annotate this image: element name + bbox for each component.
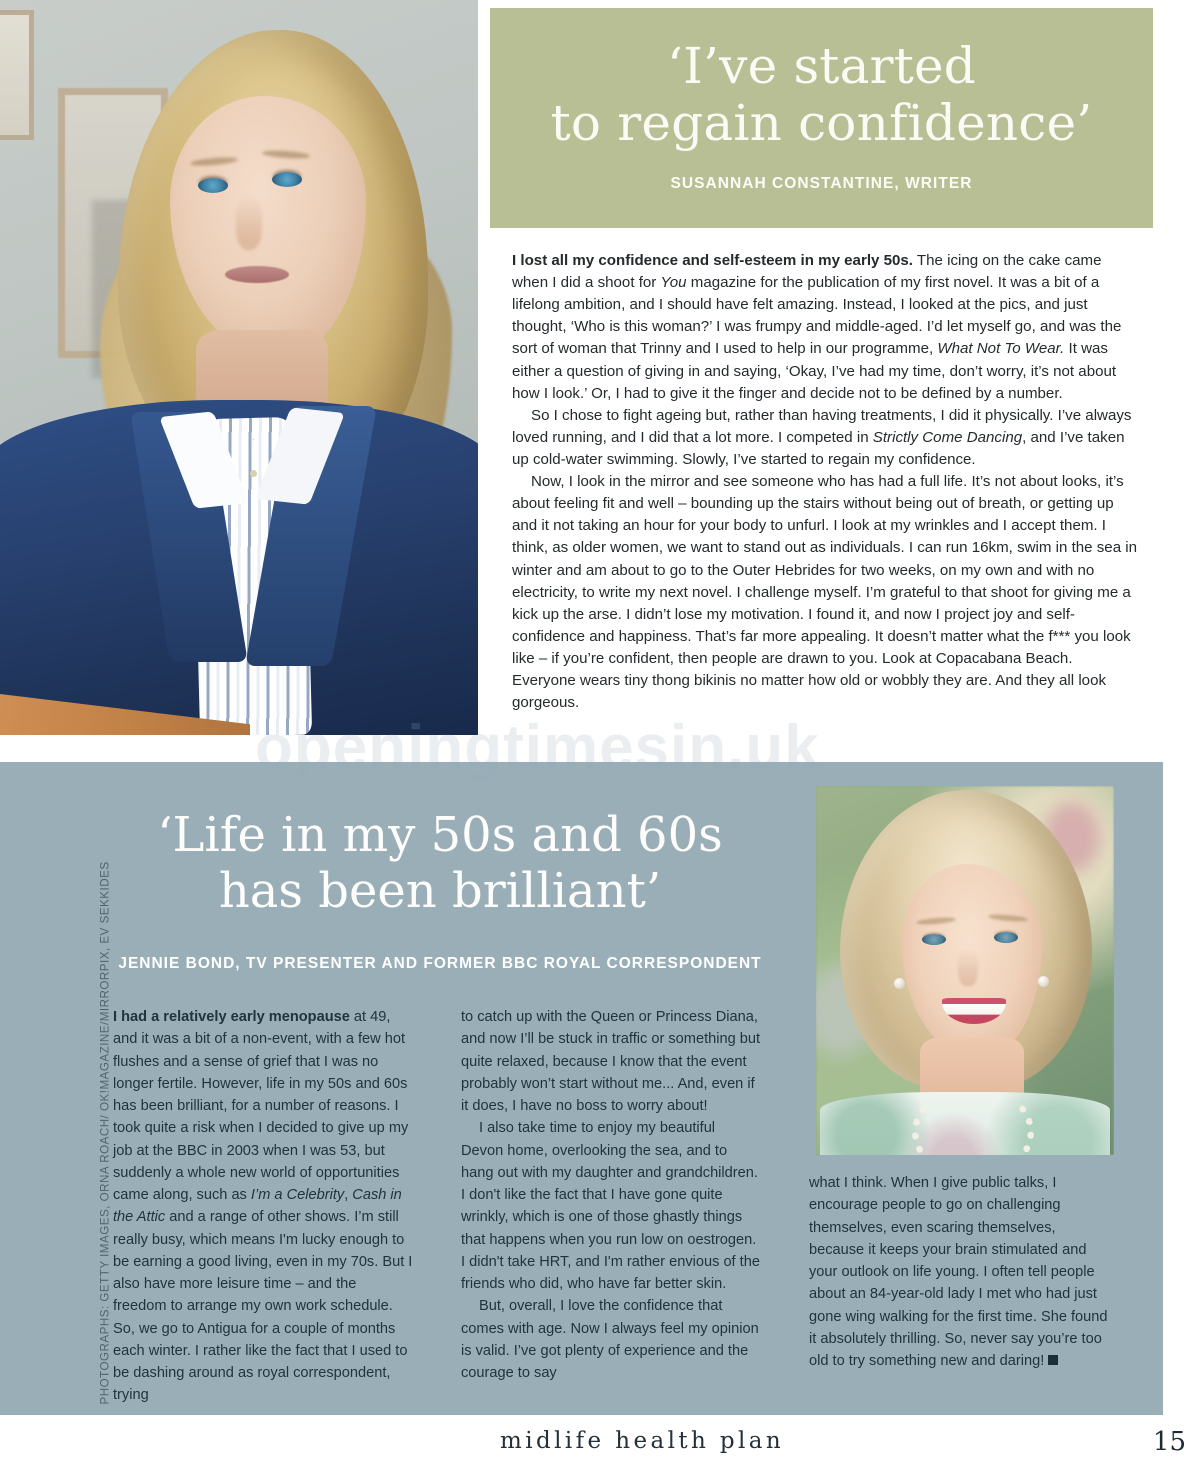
nose [236, 196, 262, 250]
article1-header-block [490, 8, 1153, 228]
article2-headline-line2: has been brilliant’ [218, 862, 662, 919]
article2-columns [113, 1006, 1145, 1406]
article1-paragraph-3: Now, I look in the mirror and see someone who has had a full life. It’s not about looks, it’s about feeling fit and well – bounding up the stairs without being out of breath, or getting up and it not taking an hour for your body to unfurl. I look at my wrinkles and I accept them. I think, as older women, we want to stand out as individuals. I can run 16km, swim in the sea in winter and am about to go to the Outer Hebrides for two weeks, on my own and with no electricity, to write my next novel. I challenge myself. I’m grateful to that shoot for giving me a kick up the arse. I didn’t lose my motivation. I found it, and now I project joy and self-confidence and happiness. That’s far more appealing. It doesn’t matter what the f*** you look like – if you’re confident, then people are drawn to you. Look at Copacabana Beach. Everyone wears tiny thong bikinis no matter how old or wobbly they are. And they all look gorgeous. [512, 473, 1138, 712]
article2-col3-paragraph-1: what I think. When I give public talks, I encourage people to go on challenging themselves, even scaring themselves, because it keeps your brain stimulated and your outlook on life young. I often tell people about an 84-year-old lady I met who had just gone wing walking for the first time. She found it absolutely thrilling. So, never say you’re too old to try something new and daring! [809, 1175, 1108, 1369]
necklace-pendant [250, 470, 257, 477]
article1-headline-line2: to regain confidence’ [550, 94, 1093, 152]
end-of-article-mark [1048, 1355, 1058, 1365]
article2-headline [60, 808, 820, 919]
article1-byline: SUSANNAH CONSTANTINE, WRITER [670, 175, 973, 192]
mouth [225, 266, 289, 283]
footer-page-number: 15 [1152, 1427, 1186, 1457]
eye-right [994, 932, 1018, 943]
article2-byline: JENNIE BOND, TV PRESENTER AND FORMER BBC ROYAL CORRESPONDENT [118, 955, 762, 972]
article2-column-2 [461, 1006, 761, 1384]
article2-col1-paragraph: I had a relatively early menopause at 49, and it was a bit of a non-event, with a few hot flushes and a sense of grief that I was no longer fertile. However, life in my 50s and 60s has been brilliant, for a number of reasons. I took quite a risk when I decided to give up my job at the BBC in 2003 when I was 53, but suddenly a whole new world of opportunities came along, such as I’m a Celebrity, Cash in the Attic and a range of other shows. I’m still really busy, which means I'm lucky enough to be earning a good living, even in my 70s. But I also have more leisure time – and the freedom to arrange my own work schedule. So, we go to Antigua for a couple of months each winter. I rather like the fact that I used to be dashing around as royal correspondent, trying [113, 1009, 413, 1404]
watermark: openingtimesin.uk [255, 713, 820, 782]
wall-picture-frame-left [0, 10, 34, 140]
article1-paragraph-2: So I chose to fight ageing but, rather than having treatments, I did it physically. I’ve always loved running, and I did that a lot more. I competed in Strictly Come Dancing, and I’ve taken up cold-water swimming. Slowly, I’ve started to regain my confidence. [512, 406, 1132, 468]
article2-col2-paragraph-2: I also take time to enjoy my beautiful Devon home, overlooking the sea, and to hang out with my daughter and grandchildren. I don't like the fact that I have gone quite wrinkly, which is one of those ghastly things that happens when you run low on oestrogen. I didn't take HRT, and I'm rather envious of the friends who did, who have far better skin. [461, 1120, 760, 1292]
photo-susannah-constantine [0, 0, 478, 735]
article1-headline-line1: ‘I’ve started [666, 37, 977, 95]
article1-headline [490, 8, 1153, 152]
article1-paragraph-1: I lost all my confidence and self-esteem in my early 50s. The icing on the cake came when I did a shoot for You magazine for the publication of my first novel. It was a bit of a lifelong ambition, and I should have felt amazing. Instead, I looked at the pics, and just thought, ‘Who is this woman?’ I was frumpy and middle-aged. I’d let myself go, and was the sort of woman that Trinny and I used to help in our programme, What Not To Wear. It was either a question of giving in and saying, ‘Okay, I’ve had my time, don’t worry, it’s not about how I look.’ Or, I had to give it the finger and decide not to be defined by a number. [512, 252, 1122, 402]
pearl-earring-right [1038, 976, 1049, 987]
footer-section-title: midlife health plan [500, 1428, 785, 1454]
article2-column-3 [809, 1172, 1109, 1372]
nose [958, 948, 978, 986]
article2-col2-paragraph-3: But, overall, I love the confidence that comes with age. Now I always feel my opinion is valid. I’ve got plenty of experience and the courage to say [461, 1298, 759, 1381]
eye-right [272, 172, 302, 187]
article1-lead-in: I lost all my confidence and self-esteem in my early 50s. [512, 252, 913, 269]
article1-body [512, 250, 1140, 714]
article2-col2-paragraph-1: to catch up with the Queen or Princess Diana, and now I’ll be stuck in traffic or something but quite relaxed, because I know that the event probably won’t start without me... And, even if it does, I have no boss to worry about! [461, 1009, 761, 1114]
eye-left [198, 178, 228, 193]
article2-lead-in: I had a relatively early menopause [113, 1009, 350, 1025]
article2-headline-line1: ‘Life in my 50s and 60s [157, 807, 723, 863]
pearl-earring-left [894, 978, 905, 989]
eye-left [922, 934, 946, 945]
article2-column-1 [113, 1006, 413, 1407]
photo-credits: PHOTOGRAPHS: GETTY IMAGES, ORNA ROACH/ OK!MAGAZINE/MIRRORPIX, EV SEKKIDES [98, 861, 112, 1405]
